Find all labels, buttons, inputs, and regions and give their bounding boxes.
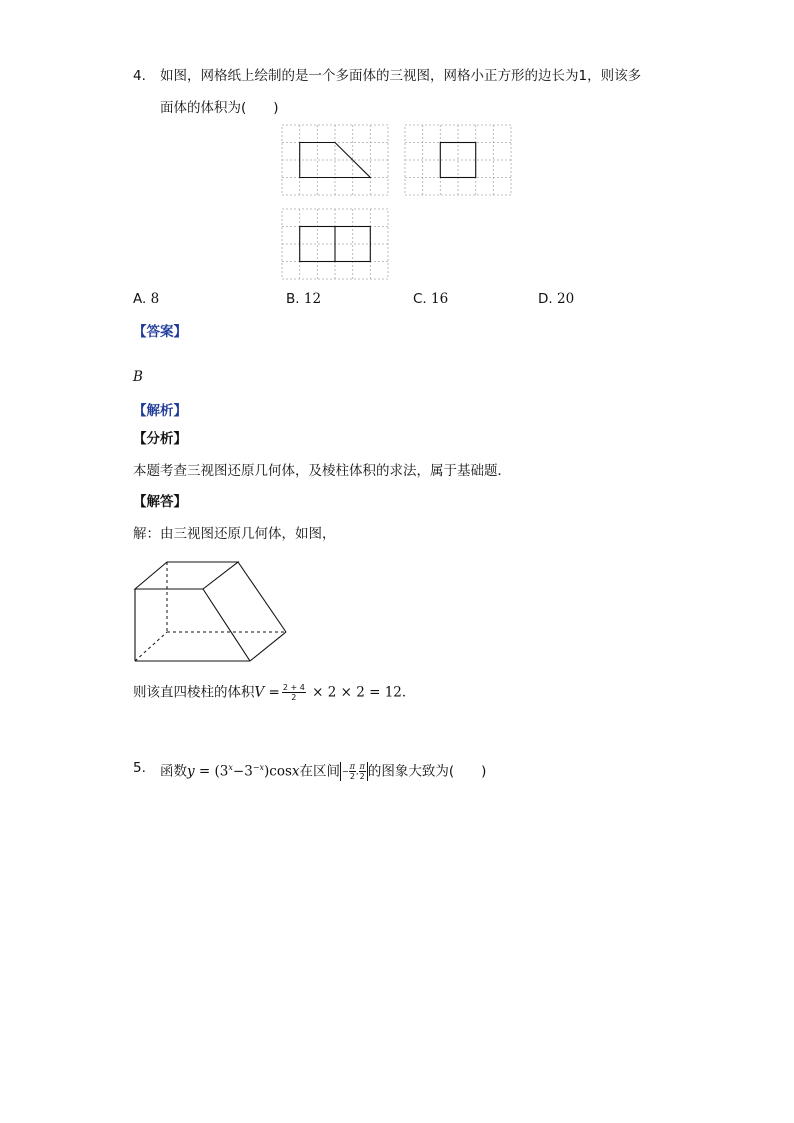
- q5-number: 5.: [133, 760, 146, 776]
- answer-tag: 【答案】: [133, 324, 187, 340]
- option-d[interactable]: D. 20: [538, 291, 575, 307]
- option-a[interactable]: A. 8: [133, 291, 160, 307]
- volume-line: 则该直四棱柱的体积V = $\frac{2 + 4}{2}$ × 2 × 2 = 12．: [133, 683, 416, 702]
- option-c[interactable]: C. 16: [413, 291, 449, 307]
- q4-stem-line1: 如图，网格纸上绘制的是一个多面体的三视图，网格小正方形的边长为1，则该多: [160, 68, 642, 84]
- fenxi-text: 本题考查三视图还原几何体，及棱柱体积的求法，属于基础题．: [133, 463, 511, 479]
- jieda-tag: 【解答】: [133, 494, 187, 510]
- fenxi-tag: 【分析】: [133, 431, 187, 447]
- q4-number: 4.: [133, 68, 146, 84]
- q4-stem-line2: 面体的体积为( ): [160, 100, 279, 116]
- option-b[interactable]: B. 12: [286, 291, 322, 307]
- q5-stem: 函数$y = (3^x-3^{-x})\cos x$在区间 − $\frac{\pi}{2}$ , $\frac{\pi}{2}$ 的图象大致为( ): [160, 762, 487, 781]
- volume-fraction: $\frac{2 + 4}{2}$: [282, 683, 305, 702]
- analysis-tag: 【解析】: [133, 403, 187, 419]
- interval-bracket: − $\frac{\pi}{2}$ , $\frac{\pi}{2}$: [340, 762, 368, 781]
- answer-value: B: [133, 369, 143, 385]
- jieda-line1: 解：由三视图还原几何体，如图，: [133, 526, 336, 542]
